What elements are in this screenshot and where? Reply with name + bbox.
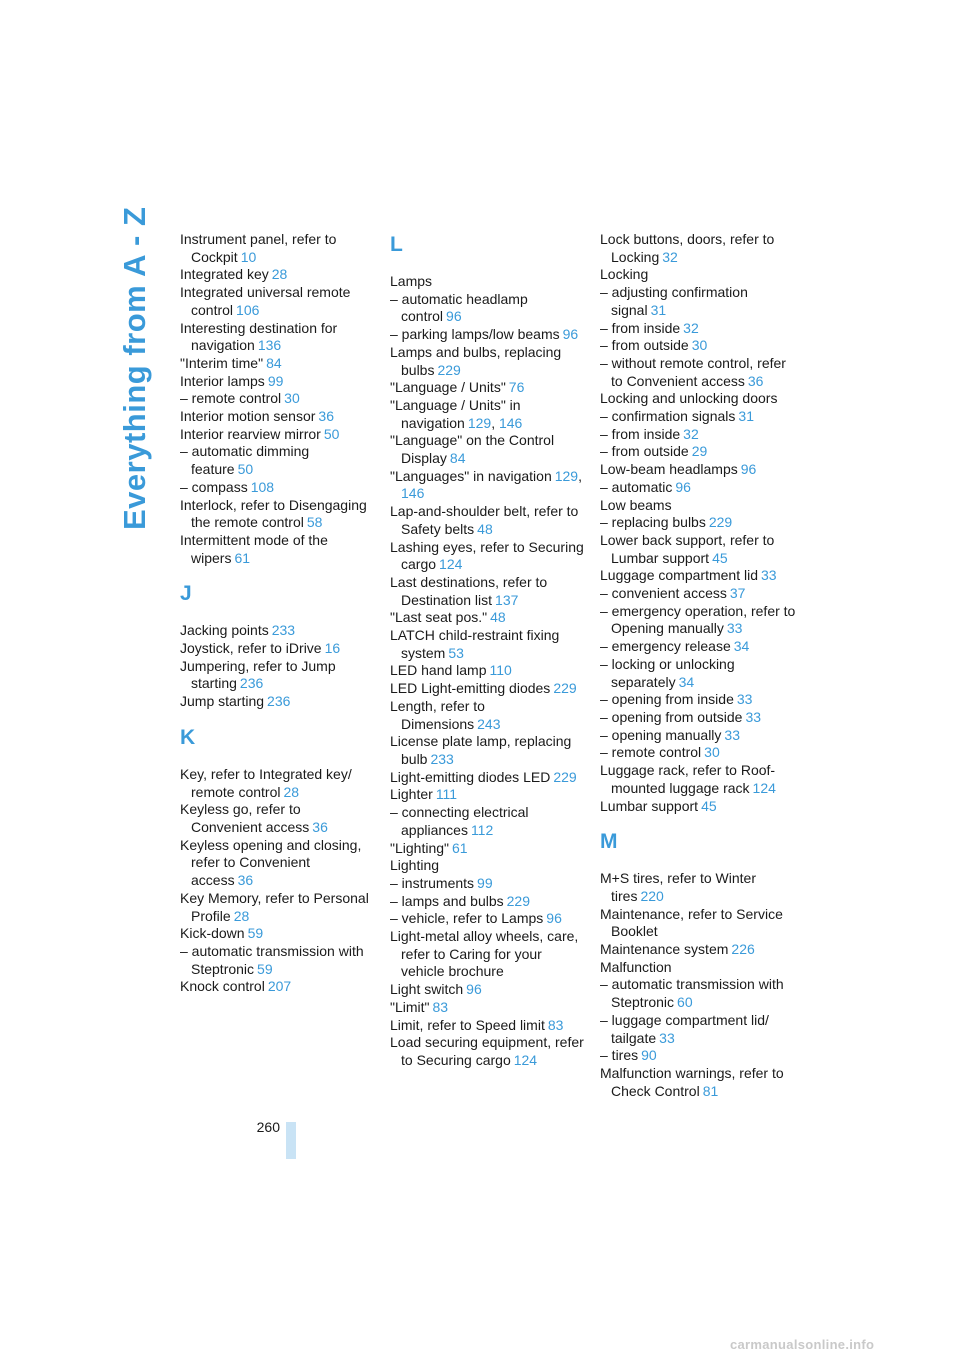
index-entry xyxy=(180,479,372,497)
index-entry-text: "Language" on the Control Display xyxy=(390,432,555,467)
page-ref-link[interactable]: 236 xyxy=(239,675,264,692)
page-ref-link[interactable]: 58 xyxy=(306,514,323,531)
page-ref-link[interactable]: 61 xyxy=(451,839,468,856)
index-entry xyxy=(180,408,372,426)
index-entry xyxy=(600,638,796,656)
index-entry-text: Lamps xyxy=(390,273,433,289)
index-entry xyxy=(180,890,372,925)
index-entry xyxy=(390,733,588,768)
index-entry-text: License plate lamp, replacing bulb xyxy=(390,733,572,767)
page-ref-link[interactable]: 236 xyxy=(267,693,291,710)
page-ref-link[interactable]: 30 xyxy=(691,337,708,354)
index-entry-text: Length, refer to Dimensions xyxy=(390,697,485,732)
index-entry-text: Interior lamps xyxy=(180,372,265,389)
page-ref-link[interactable]: 10 xyxy=(240,248,257,265)
index-entry-text: Joystick, refer to iDrive xyxy=(180,640,322,657)
index-entry xyxy=(600,941,796,959)
index-entry xyxy=(180,426,372,444)
page-ref-link[interactable]: 229 xyxy=(553,680,577,697)
index-entry-text: Lock buttons, doors, refer to Locking xyxy=(600,231,775,265)
page-ref-link[interactable]: 59 xyxy=(247,925,264,942)
index-entry xyxy=(600,727,796,745)
page-ref-link[interactable]: 32 xyxy=(683,425,699,442)
index-entry xyxy=(600,1012,796,1047)
index-entry xyxy=(180,622,372,640)
index-entry-text: – lamps and bulbs xyxy=(390,892,504,909)
index-entry xyxy=(180,640,372,658)
page-ref-link[interactable]: 243 xyxy=(477,715,501,732)
index-entry-text: Light-emitting diodes LED xyxy=(390,768,551,785)
page-ref-link[interactable]: 28 xyxy=(271,266,288,283)
page-ref-link[interactable]: 28 xyxy=(233,907,250,924)
page-ref-link[interactable]: 220 xyxy=(640,887,664,904)
page-ref-link[interactable]: 146 xyxy=(498,414,523,431)
index-entry xyxy=(390,291,588,326)
index-entry xyxy=(600,390,796,408)
index-entry-text: Kick-down xyxy=(180,925,245,942)
index-column-1 xyxy=(180,231,372,996)
page-ref-link[interactable]: 81 xyxy=(702,1082,719,1099)
page-ref-link[interactable]: 124 xyxy=(752,779,776,796)
index-entry xyxy=(390,910,588,928)
index-entry-text: LED Light-emitting diodes xyxy=(390,680,551,697)
index-entry-text: Luggage compartment lid xyxy=(600,567,758,584)
index-entry-text: – from outside xyxy=(600,443,689,460)
index-entry-text: – opening from outside xyxy=(600,708,743,725)
page-ref-link[interactable]: 233 xyxy=(430,750,454,767)
page-ref-link[interactable]: 90 xyxy=(641,1047,657,1064)
index-entry-text: Knock control xyxy=(180,978,265,995)
index-entry-text: Interlock, refer to Disengaging the remote control xyxy=(180,496,367,531)
index-entry xyxy=(390,769,588,787)
index-entry xyxy=(600,798,796,816)
index-entry-text: "Last seat pos." xyxy=(390,609,488,626)
index-entry xyxy=(600,1047,796,1065)
page-ref-link[interactable]: 229 xyxy=(553,768,577,785)
page-ref-link[interactable]: 36 xyxy=(237,872,254,889)
section-heading: J xyxy=(180,582,192,606)
page-ref-link[interactable]: 33 xyxy=(726,620,743,637)
index-entry-text: Integrated universal remote control xyxy=(180,284,351,318)
page-ref-link[interactable]: 33 xyxy=(736,691,753,708)
index-entry-text: Lamps and bulbs, replacing bulbs xyxy=(390,343,562,378)
index-entry xyxy=(390,680,588,698)
index-entry-text: Luggage rack, refer to Roof-mounted luggage rack xyxy=(600,762,776,796)
index-entry xyxy=(180,837,372,890)
index-entry xyxy=(180,925,372,943)
index-entry-text: – tires xyxy=(600,1047,639,1064)
index-entry-text: Limit, refer to Speed limit xyxy=(390,1016,545,1033)
index-entry-text: – automatic headlamp control xyxy=(390,290,528,325)
index-entry xyxy=(600,461,796,479)
index-entry xyxy=(600,320,796,338)
page-ref-link[interactable]: 96 xyxy=(446,308,462,325)
index-entry-text: Jump starting xyxy=(180,693,265,710)
page-ref-link[interactable]: 146 xyxy=(401,485,425,502)
index-entry xyxy=(180,390,372,408)
page-ref-link[interactable]: 31 xyxy=(738,408,754,425)
index-entry xyxy=(390,627,588,662)
page-ref-link[interactable]: 96 xyxy=(466,981,482,998)
index-entry xyxy=(180,373,372,391)
index-entry xyxy=(180,497,372,532)
index-entry-text: – remote control xyxy=(600,744,702,761)
index-entry xyxy=(390,698,588,733)
page-ref-link[interactable]: 99 xyxy=(267,372,284,389)
index-entry-text: M+S tires, refer to Winter tires xyxy=(600,870,756,904)
index-entry xyxy=(180,801,372,836)
page-ref-link[interactable]: 50 xyxy=(237,461,254,478)
index-entry xyxy=(600,443,796,461)
page-ref-link[interactable]: 37 xyxy=(729,585,746,602)
page-ref-link[interactable]: 33 xyxy=(745,708,762,725)
page-ref-link[interactable]: 83 xyxy=(432,998,449,1015)
index-entry xyxy=(600,906,796,941)
index-entry-text: Malfunction xyxy=(600,958,672,975)
index-entry-text: – automatic dimming feature xyxy=(180,443,310,478)
index-entry xyxy=(180,978,372,996)
page-ref-link[interactable]: 229 xyxy=(437,361,461,378)
index-entry-text: Low beams xyxy=(600,496,672,513)
index-entry xyxy=(600,337,796,355)
page-ref-link[interactable]: 76 xyxy=(508,379,525,396)
index-entry-text: Key Memory, refer to Personal Profile xyxy=(180,889,369,924)
index-entry-text: Intermittent mode of the wipers xyxy=(180,531,328,566)
page-ref-link[interactable]: 61 xyxy=(234,549,251,566)
index-entry xyxy=(600,479,796,497)
index-entry-text: – automatic xyxy=(600,478,673,495)
section-heading: K xyxy=(180,725,196,749)
index-entry-text: – emergency operation, refer to Opening manually xyxy=(600,602,796,637)
page-ref-link[interactable]: 34 xyxy=(678,673,695,690)
page-ref-link[interactable]: 34 xyxy=(733,638,750,655)
index-entry xyxy=(600,976,796,1011)
index-entry xyxy=(600,355,796,390)
index-entry xyxy=(600,266,796,284)
page-ref-link[interactable]: 33 xyxy=(659,1029,675,1046)
index-entry-text: LED hand lamp xyxy=(390,662,487,679)
index-entry xyxy=(390,999,588,1017)
page-ref-link[interactable]: 32 xyxy=(683,319,699,336)
index-entry xyxy=(390,539,588,574)
page-ref-link[interactable]: 48 xyxy=(477,520,493,537)
page-ref-separator: , xyxy=(491,414,499,431)
index-entry-text: Keyless go, refer to Convenient access xyxy=(180,801,310,835)
page-ref-separator: , xyxy=(578,467,582,484)
index-entry xyxy=(180,231,372,266)
index-entry xyxy=(600,426,796,444)
index-entry xyxy=(600,744,796,762)
index-entry-text: – from inside xyxy=(600,319,681,336)
page-ref-link[interactable]: 48 xyxy=(490,609,506,626)
page-number: 260 xyxy=(256,1119,280,1135)
page-ref-link[interactable]: 30 xyxy=(704,744,720,761)
page-ref-link[interactable]: 207 xyxy=(267,978,292,995)
page-ref-link[interactable]: 53 xyxy=(448,644,464,661)
index-entry xyxy=(390,981,588,999)
index-entry-text: – locking or unlocking separately xyxy=(600,655,735,690)
page-ref-link[interactable]: 29 xyxy=(691,443,708,460)
index-entry xyxy=(600,762,796,797)
index-entry-text: Load securing equipment, refer to Securing cargo xyxy=(390,1034,584,1068)
index-entry xyxy=(180,693,372,711)
page-ref-link[interactable]: 83 xyxy=(547,1016,564,1033)
index-entry xyxy=(390,786,588,804)
index-entry xyxy=(600,514,796,532)
index-entry-text: "Limit" xyxy=(390,998,430,1015)
index-entry xyxy=(390,804,588,839)
index-entry-text: Malfunction warnings, refer to Check Control xyxy=(600,1064,784,1099)
page-ref-link[interactable]: 229 xyxy=(708,514,733,531)
page-ref-link[interactable]: 33 xyxy=(724,726,740,743)
index-entry xyxy=(390,857,588,875)
index-entry xyxy=(180,443,372,478)
index-entry-text: – from outside xyxy=(600,337,689,354)
page-ref-link[interactable]: 229 xyxy=(506,892,530,909)
index-entry xyxy=(600,585,796,603)
index-entry-text: Locking xyxy=(600,266,649,283)
page-ref-link[interactable]: 136 xyxy=(257,337,282,354)
index-entry-text: Light switch xyxy=(390,981,464,998)
page-ref-link[interactable]: 96 xyxy=(546,910,562,927)
index-entry xyxy=(390,609,588,627)
index-entry-text: Locking and unlocking doors xyxy=(600,390,778,407)
index-entry-text: Keyless opening and closing, refer to Convenient access xyxy=(180,836,362,889)
index-entry-text: – from inside xyxy=(600,425,681,442)
index-entry xyxy=(390,662,588,680)
index-entry xyxy=(600,656,796,691)
index-entry xyxy=(600,408,796,426)
page-ref-link[interactable]: 84 xyxy=(449,450,466,467)
index-entry xyxy=(600,532,796,567)
index-entry-text: – parking lamps/low beams xyxy=(390,326,560,343)
index-entry-text: – automatic transmission with Steptronic xyxy=(180,942,364,977)
index-entry-text: Interior rearview mirror xyxy=(180,425,321,442)
index-entry-text: Lumbar support xyxy=(600,797,699,814)
index-entry-text: Integrated key xyxy=(180,266,269,283)
section-heading: M xyxy=(600,830,618,854)
page-ref-link[interactable]: 28 xyxy=(283,783,300,800)
page-ref-link[interactable]: 16 xyxy=(324,640,341,657)
index-entry xyxy=(390,574,588,609)
index-entry xyxy=(390,326,588,344)
section-heading: L xyxy=(390,233,403,256)
page-ref-link[interactable]: 84 xyxy=(266,354,282,371)
index-entry xyxy=(390,1034,588,1069)
index-entry xyxy=(600,603,796,638)
page-ref-link[interactable]: 108 xyxy=(250,478,275,495)
index-entry xyxy=(600,1065,796,1100)
index-entry-text: – confirmation signals xyxy=(600,408,736,425)
index-entry-text: "Languages" in navigation xyxy=(390,467,552,484)
index-entry-text: Light-metal alloy wheels, care, refer to Caring for your vehicle brochure xyxy=(390,928,579,980)
index-entry-text: Interior motion sensor xyxy=(180,408,316,425)
index-entry xyxy=(180,284,372,319)
page-ref-link[interactable]: 129 xyxy=(554,467,579,484)
index-entry xyxy=(600,497,796,515)
index-column-3 xyxy=(600,231,796,1100)
page-ref-link[interactable]: 36 xyxy=(747,372,764,389)
page-ref-link[interactable]: 137 xyxy=(495,591,519,608)
index-entry-text: Instrument panel, refer to Cockpit xyxy=(180,231,337,265)
index-entry-text: "Lighting" xyxy=(390,839,449,856)
page-ref-link[interactable]: 129 xyxy=(467,414,492,431)
index-entry-text: – remote control xyxy=(180,390,282,407)
index-entry-text: – luggage compartment lid/ tailgate xyxy=(600,1011,769,1046)
index-entry xyxy=(390,893,588,911)
page-ref-link[interactable]: 96 xyxy=(675,478,691,495)
index-entry xyxy=(600,709,796,727)
page-ref-link[interactable]: 111 xyxy=(435,786,458,803)
index-entry-text: Lap-and-shoulder belt, refer to Safety belts xyxy=(390,503,579,537)
page-ref-link[interactable]: 59 xyxy=(257,960,273,977)
index-column-2 xyxy=(390,231,588,1070)
index-entry xyxy=(390,840,588,858)
index-entry xyxy=(390,875,588,893)
watermark: carmanualsonline.info xyxy=(730,1337,875,1352)
index-entry-text: – adjusting confirmation signal xyxy=(600,284,748,318)
index-entry xyxy=(390,432,588,467)
index-entry xyxy=(390,344,588,379)
page-ref-link[interactable]: 124 xyxy=(513,1051,538,1068)
index-entry-text: – vehicle, refer to Lamps xyxy=(390,910,544,927)
page-ref-link[interactable]: 36 xyxy=(312,818,328,835)
index-entry-text: Key, refer to Integrated key/ remote control xyxy=(180,765,352,800)
index-entry-text: – automatic transmission with Steptronic xyxy=(600,976,784,1011)
index-entry-text: "Interim time" xyxy=(180,354,264,371)
index-entry xyxy=(180,532,372,567)
page-ref-link[interactable]: 112 xyxy=(470,821,494,838)
page-ref-link[interactable]: 30 xyxy=(284,390,300,407)
page-ref-link[interactable]: 124 xyxy=(439,556,463,573)
index-entry-text: – without remote control, refer to Convenient access xyxy=(600,354,786,389)
index-entry xyxy=(600,691,796,709)
index-entry-text: Maintenance system xyxy=(600,941,729,958)
index-entry xyxy=(600,284,796,319)
index-entry xyxy=(390,928,588,981)
page-ref-link[interactable]: 36 xyxy=(318,408,334,425)
index-entry-text: Maintenance, refer to Service Booklet xyxy=(600,905,783,940)
index-entry-text: – emergency release xyxy=(600,638,731,655)
page-ref-link[interactable]: 99 xyxy=(477,874,493,891)
index-entry xyxy=(180,355,372,373)
page-ref-link[interactable]: 96 xyxy=(562,326,579,343)
index-entry xyxy=(390,273,588,291)
page-ref-link[interactable]: 226 xyxy=(731,941,755,958)
page-ref-link[interactable]: 33 xyxy=(761,567,777,584)
page-ref-link[interactable]: 110 xyxy=(489,662,512,679)
index-entry-text: – compass xyxy=(180,478,248,495)
page-ref-link[interactable]: 45 xyxy=(701,797,717,814)
page-ref-link[interactable]: 106 xyxy=(236,301,260,318)
index-entry-text: – opening from inside xyxy=(600,691,734,708)
index-entry-text: Lower back support, refer to Lumbar support xyxy=(600,531,775,566)
index-entry-text: "Language / Units" xyxy=(390,379,506,396)
index-entry xyxy=(390,397,588,432)
page-ref-link[interactable]: 50 xyxy=(323,425,340,442)
index-entry xyxy=(180,658,372,693)
index-entry-text: Lighting xyxy=(390,857,440,874)
index-entry xyxy=(180,320,372,355)
index-entry xyxy=(390,503,588,538)
index-entry-text: "Language / Units" in navigation xyxy=(390,396,521,431)
index-entry-text: Lashing eyes, refer to Securing cargo xyxy=(390,538,584,573)
index-entry-text: Interesting destination for navigation xyxy=(180,319,338,354)
index-entry-text: Last destinations, refer to Destination list xyxy=(390,573,548,608)
index-entry-text: Low-beam headlamps xyxy=(600,461,738,478)
index-entry xyxy=(180,766,372,801)
index-entry-text: Jacking points xyxy=(180,622,269,639)
index-entry-text: – opening manually xyxy=(600,726,722,743)
index-entry xyxy=(600,870,796,905)
index-entry-text: Lighter xyxy=(390,786,433,803)
page-ref-link[interactable]: 233 xyxy=(271,622,296,639)
index-entry-text: – replacing bulbs xyxy=(600,514,706,531)
page-ref-link[interactable]: 60 xyxy=(677,994,693,1011)
index-entry-text: – connecting electrical appliances xyxy=(390,804,529,838)
page-ref-link[interactable]: 96 xyxy=(740,461,757,478)
index-entry xyxy=(390,468,588,503)
index-entry-text: Jumpering, refer to Jump starting xyxy=(180,657,336,692)
page-ref-link[interactable]: 45 xyxy=(712,549,728,566)
index-entry xyxy=(600,231,796,266)
page-ref-link[interactable]: 31 xyxy=(650,301,667,318)
index-entry xyxy=(600,959,796,977)
index-entry xyxy=(600,567,796,585)
index-entry-text: – convenient access xyxy=(600,585,727,602)
index-entry-text: LATCH child-restraint fixing system xyxy=(390,627,560,661)
index-entry xyxy=(180,266,372,284)
index-entry-text: – instruments xyxy=(390,874,475,891)
page-marker-bar xyxy=(286,1122,296,1159)
page-ref-link[interactable]: 32 xyxy=(662,248,678,265)
index-entry xyxy=(180,943,372,978)
side-title xyxy=(116,206,154,530)
side-title-text: Everything from A - Z xyxy=(117,206,152,530)
index-entry xyxy=(390,1017,588,1035)
index-entry xyxy=(390,379,588,397)
